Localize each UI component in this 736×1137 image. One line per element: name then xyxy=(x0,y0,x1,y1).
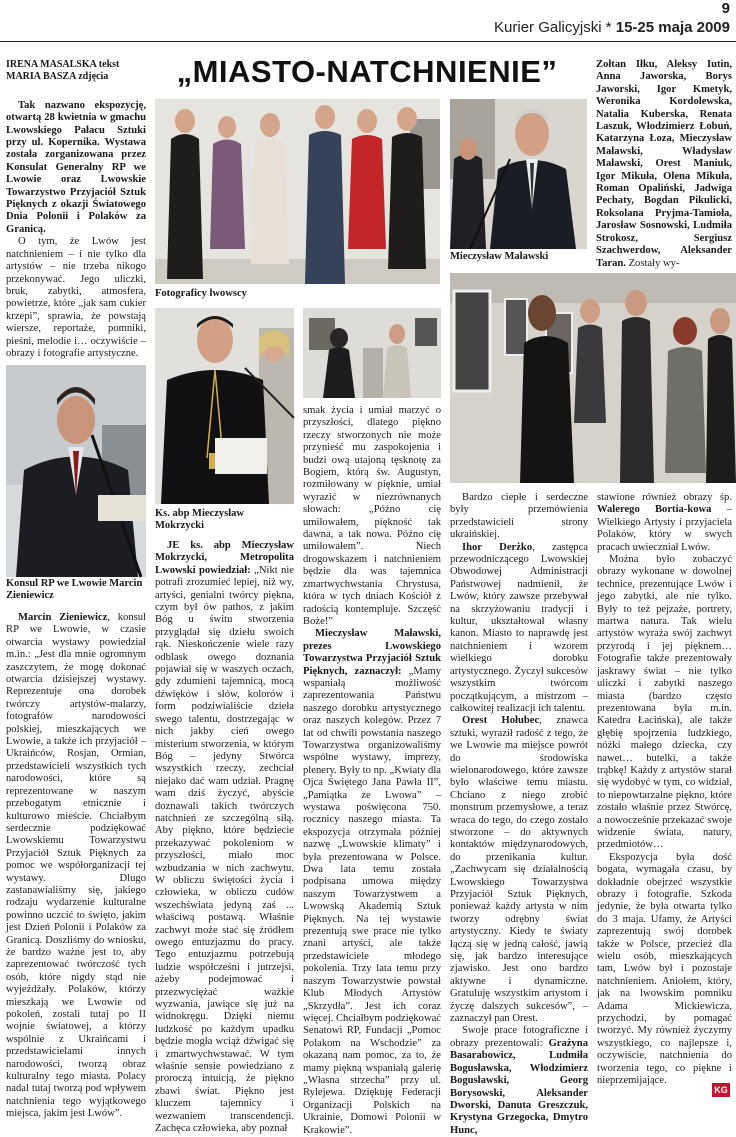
col4-paragraph-2: , zastępca przewodniczącego Lwowskiej Obwodowej Administracji Państwowej nadmienił, że Lwów, który zawsze przebywał na skrzyżowaniu tradycji i kultur, ukształtował własny kanon. Miasto to naprawdę jest natchnieniem i wzorem wielkiego dorobku artystycznego. Życzył sukcesów wszystkim twórcom początkującym, a mistrzom – całkowitej realizacji ich talentu. xyxy=(450,541,588,714)
header-separator: * xyxy=(601,19,616,36)
col4-paragraph-3: , znawca sztuki, wyraził radość z tego, że we Lwowie ma miejsce powrót do środowiska wielonarodowego, które zawsze było właściwe temu miastu. Chciano z niego zrobić monstrum przemysłowe, a teraz wraca do tego, do czego zostało stworzone – do aktywnych kontaktów międzynarodowych, do przenikania kultur. „Zachwycam się działalnością Lwowskiego Towarzystwa Przyjaciół Sztuk Pięknych, ponieważ każdy artysta w nim tworzy odrębny świat artystyczny. Kiedy te światy łączą się w jedną całość, jawią się, jak bardzo interesujące zjawisko. Jest ono bardzo aktywne i dynamiczne. Gratuluję wszystkim artystom i życzę dalszych sukcesów”, – zaznaczył pan Orest. xyxy=(450,715,588,1025)
column-2 xyxy=(155,540,294,1135)
gallery-photo xyxy=(303,308,441,398)
header-rule xyxy=(0,41,736,42)
speaker-mokrzycki: JE ks. abp Mieczysław Mokrzycki, Metropolita Lwowski powiedział: xyxy=(155,540,294,576)
lead-paragraph: Tak nazwano ekspozycję, otwartą 28 kwietnia w gmachu Lwowskiego Pałacu Sztuki przy ul. Kopernika. Wystawa została zorganizowana przez Konsulat Generalny RP we Lwowie oraz Lwowskie Towarzystwo Przyjaciół Sztuk Pięknych z okazji Światowego Dnia Polonii i Polaków za Granicą. xyxy=(6,99,146,235)
caption-photographers: Fotograficy lwowscy xyxy=(155,288,247,299)
publication-name: Kurier Galicyjski xyxy=(494,19,602,36)
headline: „MIASTO-NATCHNIENIE” xyxy=(176,54,558,89)
col2-paragraph-1: „Nikt nie potrafi zrozumieć lepiej, niż wy, artyści, genialni twórcy piękna, czym był ów pathos, z jakim Bóg u świtu stworzenia przyglądał się dziełu swoich rąk. Nieskończenie wiele razy odblask owego doznania pojawiał się w waszych oczach, gdy zdumieni tajemnicą, mocą dźwięków i słów, kolorów i form podziwialiście dzieła swego talentu, dostrzegając w nich jakby cień owego misterium stworzenia, w którym Bóg – jedyny Stwórca wszystkich rzeczy, zechciał niejako dać wam udział. Pragnę wam dziś życzyć, abyście doznawali takich twórczych natchnień ze szczególną siłą. Aby piękno, które będziecie przekazywać pokoleniom w przyszłości, miało moc wzbudzania w nich zachwytu. W obliczu świętości życia i człowieka, w obliczu cudów wszechświata jedyną zaś ... właściwą postawą. Właśnie zachwyt może stać się źródłem owego entuzjazmu do pracy. Tego entuzjazmu potrzebują ludzie współcześni i jutrzejsi, ażeby podejmować i przezwyciężać ważkie wyzwania, jawiące się już na widnokręgu. Dzięki niemu ludzkość po każdym upadku będzie mogła wciąż dźwigać się i zmartwychwstawać. W tym właśnie sensie powiedziano z proroczą intuicją, że piękno zbawi świat. Piękno jest kluczem tajemnicy i wezwaniem transcendencji. Zachęca człowieka, aby poznał xyxy=(155,564,294,1135)
running-head xyxy=(494,19,730,36)
artists-list-2: Zołtan Iłku, Aleksy Iutin, Anna Jaworska, Borys Jaworski, Igor Kmetyk, Weronika Kordolewska, Natalia Kuberska, Renata Laszuk, Włodzimierz Łobuń, Katarzyna Łoza, Mieczysław Maławski, Władysław Maławski, Orest Maniuk, Igor Mikuła, Olena Mikuła, Roman Opaliński, Jadwiga Pechaty, Bogdan Pikulicki, Roksolana Pryjma-Tamioła, Jarosław Sosnowski, Ludmiła Strokosz, Sergiusz Szachwerdow, Aleksander Taran. xyxy=(596,59,732,269)
exhibition-photo xyxy=(450,273,736,483)
artists-list-1: Grażyna Basarabowicz, Ludmiła Bogusławska, Włodzimierz Bogusławski, Georg Borysowski, Aleksander Dworski, Danuta Greszczuk, Krystyna Grzegocka, Dmytro Hunc, xyxy=(450,1037,588,1136)
bishop-photo xyxy=(155,308,294,504)
page-number: 9 xyxy=(721,0,730,17)
consul-photo xyxy=(6,365,146,577)
col1-paragraph-2: , konsul RP we Lwowie, w czasie otwarcia wystawy powiedział m.in.: „Jest dla mnie ogromnym zaszczytem, że mogę dokonać otwarcia dzisiejszej wystawy. Reprezentuje ona dorobek twórczy artystów-malarzy, fotografów narodowości polskiej, mieszkających we Lwowie, a także ich przyjaciół – Ukraińców, Rosjan, Ormian, przedstawicieli wszystkich tych narodowości, które są reprezentowane w naszym przebogatym etnicznie i kulturowo mieście. Chciałbym serdecznie podziękować Lwowskiemu Towarzystwu Przyjaciół Sztuk Pięknych za pomoc we współorganizacji tej wystawy. Dlugo zastanawialiśmy się, jakiego rodzaju wydarzenie kulturalne powinno uczcić to święto, jakim jest Dzień Polonii i Polaków za Granicą. Doszliśmy do wniosku, że bardzo ważne jest to, aby zaprezentować twórczość tych osób, które nigdy stąd nie wyjeżdżały. Polaków, którzy mieszkają we Lwowie od pokoleń, zostali tutaj po II wojnie światowej, a którzy wspólnie z Ukraińcami i przedstawicielami innych narodowości, tworzą obraz kulturalny tego miasta. Polacy nadal tutaj tworzą pod wpływem natchnienia tego wyjątkowego miejsca, jakim jest Lwów”. xyxy=(6,612,146,1120)
speaker-holubec: Orest Hołubec xyxy=(462,715,540,727)
column-4 xyxy=(450,492,588,1136)
caption-bishop: Ks. abp Mieczysław Mokrzycki xyxy=(155,508,244,531)
artist-bortiakow: Walerego Bortia-kowa xyxy=(597,504,712,516)
column-5 xyxy=(597,492,732,1087)
speaker-derzko: Ihor Derżko xyxy=(462,541,533,553)
photographers-photo xyxy=(155,99,440,284)
col4-paragraph-4: Swoje prace fotograficzne i obrazy prezentowali: xyxy=(450,1025,588,1049)
col5-top-tail: Zostały wy- xyxy=(625,257,680,269)
col3-paragraph-2: „Mamy wspaniałą możliwość zaprezentowania Państwu naszego dorobku artystycznego oraz naszych kolegów. Przez 7 lat od chwili powstania naszego Towarzystwa organizowaliśmy wspólne wystawy, imprezy, plenery. Były to np. „Kwiaty dla Ojca Świętego Jana Pawła II”, „Pamiątka ze Lwowa” – wystawa poświęcona 750. rocznicy naszego miasta. Ta ekspozycja otrzymała później nazwę „Lwowskie klimaty” i była prezentowana w Polsce. Dwa lata temu została podpisana umowa między naszym Towarzystwem a Lwowską Akademią Sztuk Pięknych. Na tej wystawie prezentują swe prace nie tylko znani artyści, ale także przedstawiciele młodego pokolenia. Trzy lata temu przy naszym Towarzystwie powstał Klub Młodych Artystów „Skrzydła”. Jest ich coraz więcej. Chciałbym podziękować Senatowi RP, Fundacji „Pomoc Polakom na Wschodzie” za okazaną nam pomoc, za to, że mamy piękną wspaniałą galerię „Własna strzecha” przy ul. Rylejewa. Dziękuję Federacji Organizacji Polskich na Ukrainie, Domowi Polonii w Krakowie”. xyxy=(303,665,442,1136)
malawski-photo xyxy=(450,99,587,249)
column-1-continued xyxy=(6,612,146,1120)
column-3 xyxy=(303,405,442,1136)
col5-paragraph-2: – Wielkiego Artysty i przyjaciela Polaków, który w swych pracach uwieczniał Lwów. xyxy=(597,504,732,553)
publication-logo: KG xyxy=(712,1083,730,1097)
column-1 xyxy=(6,59,146,364)
col5-paragraph-4: Ekspozycja była dość bogata, wymagała czasu, by dokładnie obejrzeć wszystkie obrazy i fotografie. Szkoda jedynie, że była otwarta tylko do 3 maja. Ufamy, że Artyści zaprezentują swój dorobek także w Polsce, przecież dla wielu osób, mieszkających tam, Lwów był i pozostaje natchnieniem. Aniołem, który, jak na lwowskim pomniku Adama Mickiewicza, przychodzi, by pomagać tworzyć. My również życzymy wszystkiego, co najlepsze i, oczywiście, natchnienia do tworzenia tego, co piękne i nieprzemijające. xyxy=(597,851,732,1087)
col5-paragraph-3: Można było zobaczyć obrazy wykonane w dowolnej technice, prezentujące Lwów i jego zabytki, ale nie tylko. Były to też pejzaże, portrety, martwa natura. Tak wielu artystów wyraża swój zachwyt przyrodą i jej pięknem… Fotografie także prezentowały jaskrawy świat – nie tylko uliczki i zabytki naszego miasta (bardzo często prezentowana była m.in. Katedra Łacińska), ale także głębię spojrzenia ludzkiego, nóżki małego dziecka, czy nawet… butelki, a także trąbkę! Każdy z artystów starał się wydobyć w tym, co widział, to niepowtarzalne piękno, które zostało właśnie przez Stwórcę, a nowocześnie przekazać swoje widzenie świata, natury, przedmiotów… xyxy=(597,554,732,851)
caption-consul: Konsul RP we Lwowie Marcin Zieniewicz xyxy=(6,578,143,601)
issue-date: 15-25 maja 2009 xyxy=(615,19,730,36)
col1-paragraph-1: O tym, że Lwów jest natchnieniem – i nie tylko dla artystów – nie trzeba nikogo przekonywać. Jego uliczki, bruk, zabytki, atmosfera, powietrze, które „jak sam cukier krzepi”, sprawia, że powstają wiersze, reportaże, pomniki, pieśni, melodie i… oczywiście – obrazy i fotografie artystyczne. xyxy=(6,236,146,359)
column-5-top xyxy=(596,59,732,269)
byline-photos: MARIA BASZA zdjęcia xyxy=(6,71,109,83)
caption-malawski: Mieczysław Maławski xyxy=(450,251,549,262)
col3-paragraph-1: smak życia i umiał marzyć o przyszłości, dlatego piękno rzeczy stworzonych nie może przynieść mu zaspokojenia i budzi ową utajoną tęsknotę za Bogiem, którą św. Augustyn, rozmiłowany w pięknie, umiał wyrazić w niezrównanych słowach: „Późno cię umiłowałem, piękność tak dawna, a tak nowa. Późno cię umiłowałem”. Niech drogowskazem i natchnieniem będzie dla was tajemnica zmartwychwstania Chrystusa, która w tych dniach Kościół z radością kontempluje. Szczęść Boże!” xyxy=(303,405,441,627)
col4-paragraph-1: Bardzo ciepłe i serdeczne były przemówienia przedstawicieli strony ukraińskiej. xyxy=(450,492,588,541)
speaker-zieniewicz: Marcin Zieniewicz xyxy=(18,612,108,623)
speaker-malawski: Mieczysław Maławski, prezes Lwowskiego Towarzystwa Przyjaciół Sztuk Pięknych, zaznaczył: xyxy=(303,628,441,677)
byline-author: IRENA MASALSKA tekst xyxy=(6,59,120,70)
col5-paragraph-1: stawione również obrazy śp. xyxy=(597,492,732,503)
